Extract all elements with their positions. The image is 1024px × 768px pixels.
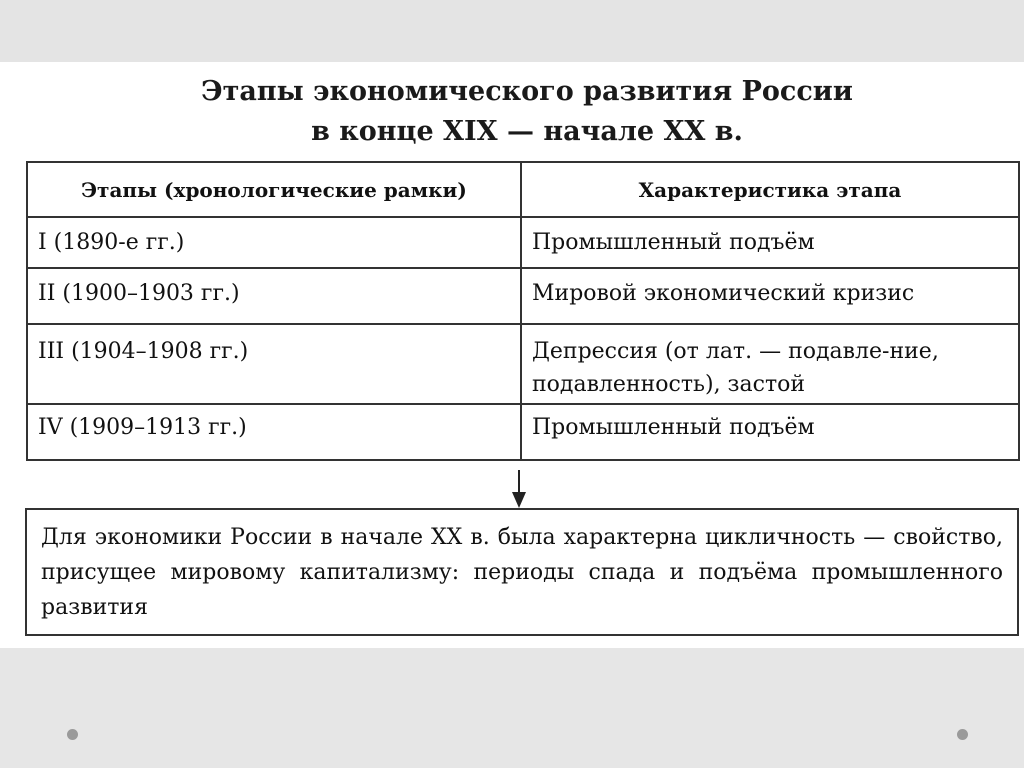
title-line-1: Этапы экономического развития России [201,76,853,107]
stage-cell: II (1900–1903 гг.) [27,268,521,324]
stage-cell: I (1890-е гг.) [27,217,521,268]
description-cell: Промышленный подъём [521,404,1019,460]
description-cell: Промышленный подъём [521,217,1019,268]
summary-box: Для экономики России в начале XX в. была характерна цикличность — свойство, присущее мировому капитализму: периоды спада и подъёма промышленного развития [25,508,1019,636]
binder-ring-right-icon [957,729,968,740]
table-row [27,404,1019,460]
down-arrow-icon [509,470,529,510]
bottom-background-band [0,648,1024,768]
binder-ring-left-icon [67,729,78,740]
table-row [27,268,1019,324]
stage-cell: III (1904–1908 гг.) [27,324,521,404]
stages-table [26,161,1020,461]
table-row [27,324,1019,404]
slide-title [0,72,1024,152]
description-cell: Депрессия (от лат. — подавле-ние, подавленность), застой [521,324,1019,404]
title-line-2: в конце XIX — начале XX в. [311,116,743,147]
header-stages: Этапы (хронологические рамки) [27,162,521,217]
description-cell: Мировой экономический кризис [521,268,1019,324]
header-characteristic: Характеристика этапа [521,162,1019,217]
table-header-row [27,162,1019,217]
stage-cell: IV (1909–1913 гг.) [27,404,521,460]
top-background-band [0,0,1024,62]
table-row [27,217,1019,268]
